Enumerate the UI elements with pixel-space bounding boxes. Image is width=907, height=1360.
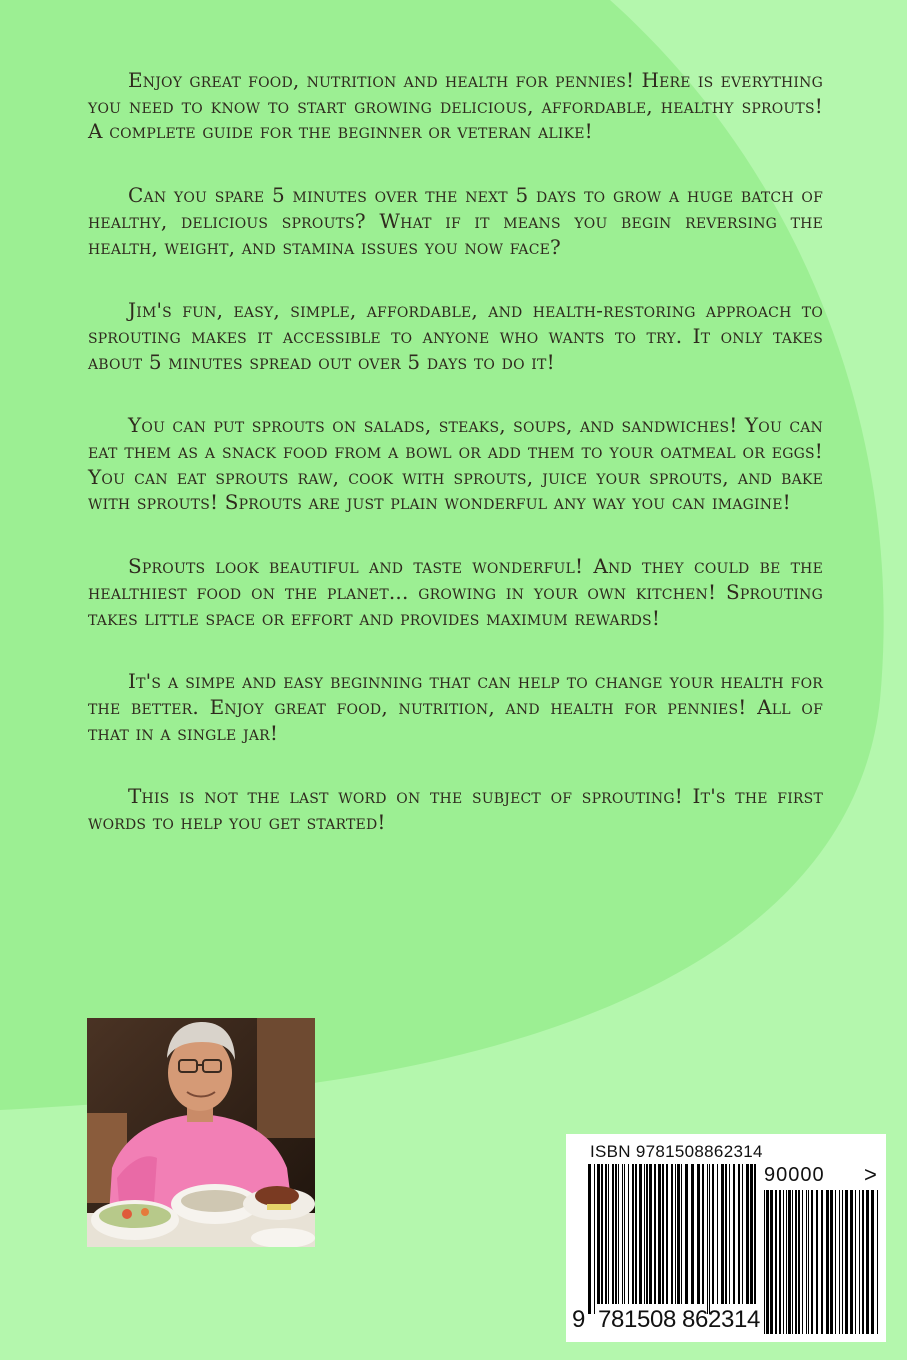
isbn-digit: 7	[598, 1306, 612, 1333]
isbn-digit: 8	[611, 1306, 625, 1333]
author-photo	[87, 1018, 315, 1247]
isbn-barcode	[566, 1134, 886, 1342]
isbn-digit: 8	[663, 1306, 677, 1333]
isbn-label: ISBN 9781508862314	[590, 1142, 763, 1161]
price-code: 90000	[764, 1164, 825, 1186]
isbn-digit: 9	[572, 1306, 586, 1333]
paragraph-4: You can put sprouts on salads, steaks, soups, and sandwiches! You can eat them as a snack food from a bowl or add them to your oatmeal or eggs! You can eat sprouts raw, cook with sprouts, juice your sprouts, and bake with sprouts! Sprouts are just plain wonderful any way you can imagine!	[88, 413, 823, 515]
back-cover-text	[88, 68, 823, 874]
isbn-digit: 0	[650, 1306, 664, 1333]
paragraph-7: This is not the last word on the subject of sprouting! It's the first words to help you get started!	[88, 784, 823, 835]
isbn-digit: 4	[747, 1306, 761, 1333]
isbn-digit: 1	[734, 1306, 748, 1333]
isbn-digit: 1	[624, 1306, 638, 1333]
paragraph-6: It's a simpe and easy beginning that can help to change your health for the better. Enjoy great food, nutrition, and health for pennies! All of that in a single jar!	[88, 669, 823, 745]
paragraph-3: Jim's fun, easy, simple, affordable, and health-restoring approach to sprouting makes it accessible to anyone who wants to try. It only takes about 5 minutes spread out over 5 days to do it!	[88, 298, 823, 374]
isbn-digit: 5	[637, 1306, 651, 1333]
paragraph-2: Can you spare 5 minutes over the next 5 days to grow a huge batch of healthy, delicious sprouts? What if it means you begin reversing the health, weight, and stamina issues you now face?	[88, 183, 823, 259]
paragraph-5: Sprouts look beautiful and taste wonderful! And they could be the healthiest food on the planet... growing in your own kitchen! Sprouting takes little space or effort and provides maximum rewards!	[88, 554, 823, 630]
isbn-digit: 6	[695, 1306, 709, 1333]
paragraph-1: Enjoy great food, nutrition and health for pennies! Here is everything you need to know to start growing delicious, affordable, healthy sprouts! A complete guide for the beginner or veteran alike!	[88, 68, 823, 144]
addon-marker: >	[864, 1162, 877, 1187]
isbn-digit: 3	[721, 1306, 735, 1333]
isbn-digit: 2	[708, 1306, 722, 1333]
isbn-digit: 8	[682, 1306, 696, 1333]
